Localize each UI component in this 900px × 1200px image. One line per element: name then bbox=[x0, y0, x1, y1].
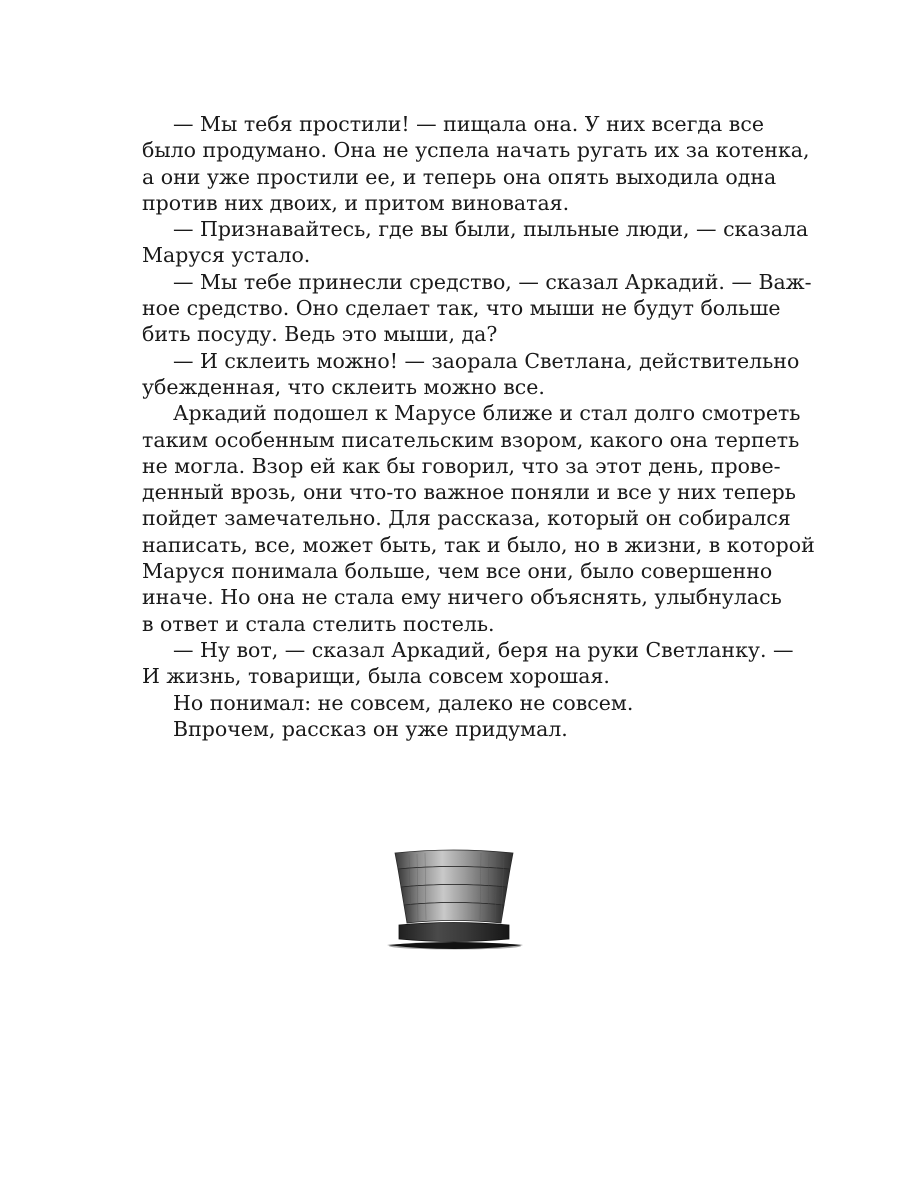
text-line: — Мы тебе принесли средство, — сказал Аркадий. — Важ- bbox=[173, 269, 812, 294]
text-line: бить посуду. Ведь это мыши, да? bbox=[142, 322, 498, 347]
text-line: ное средство. Оно сделает так, что мыши не будут больше bbox=[142, 296, 781, 321]
text-line: — Мы тебя простили! — пищала она. У них всегда все bbox=[173, 112, 764, 136]
text-line: И жизнь, товарищи, была совсем хорошая. bbox=[142, 664, 610, 689]
text-line: написать, все, может быть, так и было, но в жизни, в которой bbox=[142, 532, 815, 557]
text-line: Маруся устало. bbox=[142, 243, 311, 268]
text-line: иначе. Но она не стала ему ничего объяснять, улыбнулась bbox=[142, 585, 782, 610]
text-line: — И склеить можно! — заорала Светлана, действительно bbox=[173, 348, 800, 373]
text-line: Впрочем, рассказ он уже придумал. bbox=[173, 716, 568, 741]
text-line: Маруся понимала больше, чем все они, было совершенно bbox=[142, 559, 773, 584]
text-line: Аркадий подошел к Марусе ближе и стал долго смотреть bbox=[173, 401, 801, 426]
text-line: таким особенным писательским взором, какого она терпеть bbox=[142, 427, 800, 452]
text-line: пойдет замечательно. Для рассказа, который он собирался bbox=[142, 506, 791, 531]
folding-cup-icon bbox=[385, 845, 525, 965]
text-line: денный врозь, они что-то важное поняли и все у них теперь bbox=[142, 480, 796, 505]
text-line: в ответ и стала стелить постель. bbox=[142, 611, 495, 636]
text-line: а они уже простили ее, и теперь она опять выходила одна bbox=[142, 164, 777, 189]
text-line: было продумано. Она не успела начать ругать их за котенка, bbox=[142, 138, 810, 163]
text-line: убежденная, что склеить можно все. bbox=[142, 374, 545, 399]
text-line: не могла. Взор ей как бы говорил, что за этот день, прове- bbox=[142, 453, 781, 478]
story-text bbox=[142, 111, 815, 742]
text-line: — Ну вот, — сказал Аркадий, беря на руки Светланку. — bbox=[173, 637, 794, 662]
text-line: Но понимал: не совсем, далеко не совсем. bbox=[173, 690, 634, 715]
text-line: — Признавайтесь, где вы были, пыльные люди, — сказала bbox=[173, 217, 809, 242]
text-line: против них двоих, и притом виноватая. bbox=[142, 190, 570, 215]
